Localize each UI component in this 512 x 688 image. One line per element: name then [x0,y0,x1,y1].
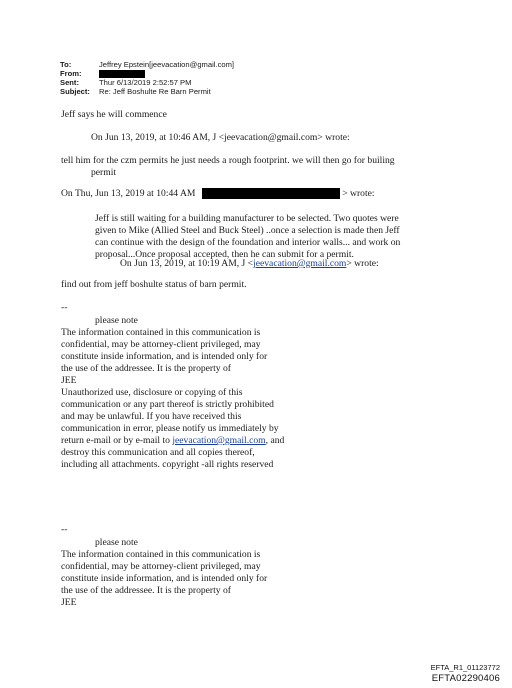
disclaimer-1-line-1: The information contained in this communication is [61,327,261,338]
quote-header-1046: On Jun 13, 2019, at 10:46 AM, J <jeevacation@gmail.com> wrote: [91,132,350,143]
disclaimer-1-line-10 [61,435,284,447]
email-header [60,60,320,100]
subject-value: Re: Jeff Boshulte Re Barn Permit [99,87,211,96]
disclaimer-1-line-10-prefix: return e-mail or by e-mail to [61,435,173,446]
disclaimer-1-line-2: confidential, may be attorney-client privileged, may [61,339,261,350]
disclaimer-1-line-4: the use of the addressee. It is the property of [61,363,231,374]
disclaimer-1-line-10-suffix: , and [265,435,285,446]
footer-ref-2: EFTA02290406 [431,673,500,684]
disclaimer-1-line-9: communication in error, please notify us immediately by [61,423,279,434]
sent-value: Thur 6/13/2019 2:52:57 PM [99,78,192,87]
findout-line: find out from jeff boshulte status of barn permit. [61,279,247,290]
quote-header-1044-prefix: On Thu, Jun 13, 2019 at 10:44 AM [61,188,196,199]
disclaimer-1-dash: -- [61,302,68,313]
disclaimer-1-line-3: constitute inside information, and is intended only for [61,351,268,362]
sender-redaction [202,188,340,199]
footer-ref-1: EFTA_R1_01123772 [430,663,500,672]
paragraph-line-4: proposal...Once proposal accepted, then he can submit for a permit. [95,249,354,260]
from-label: From: [60,69,82,78]
czm-line-2: permit [91,167,117,178]
disclaimer-2-dash: -- [61,524,68,535]
disclaimer-2-line-2: confidential, may be attorney-client privileged, may [61,561,261,572]
paragraph-line-2: given to Mike (Allied Steel and Buck Steel) ..once a selection is made then Jeff [95,225,400,236]
quote-header-1044 [61,188,375,200]
disclaimer-2-line-5: JEE [61,597,77,608]
body-line-commence: Jeff says he will commence [61,109,167,120]
quote-header-1019-suffix: > wrote: [346,258,379,269]
subject-label: Subject: [60,87,90,96]
disclaimer-2-line-3: constitute inside information, and is intended only for [61,573,268,584]
disclaimer-1-line-12: including all attachments. copyright -all rights reserved [61,459,274,470]
quote-header-1019-prefix: On Jun 13, 2019, at 10:19 AM, J < [120,258,254,269]
quote-header-1044-suffix: > wrote: [342,188,375,199]
to-label: To: [60,60,72,69]
disclaimer-2-please-note: please note [95,537,138,548]
disclaimer-email-link[interactable]: jeevacation@gmail.com [172,435,266,446]
quote-header-1019-email-link[interactable]: jeevacation@gmail.com [253,258,347,269]
disclaimer-1-line-7: communication or any part thereof is strictly prohibited [61,399,274,410]
disclaimer-2-line-1: The information contained in this communication is [61,549,261,560]
disclaimer-2-line-4: the use of the addressee. It is the property of [61,585,231,596]
to-value: Jeffrey Epstein[jeevacation@gmail.com] [99,60,235,69]
paragraph-line-3: can continue with the design of the foundation and interior walls... and work on [95,237,401,248]
paragraph-line-1: Jeff is still waiting for a building manufacturer to be selected. Two quotes were [95,213,399,224]
sent-label: Sent: [60,78,79,87]
disclaimer-1-line-11: destroy this communication and all copies thereof, [61,447,255,458]
disclaimer-1-line-5: JEE [61,375,77,386]
quote-header-1019-visible-text [120,258,379,270]
disclaimer-1-line-8: and may be unlawful. If you have received this [61,411,242,422]
disclaimer-1-please-note: please note [95,315,138,326]
from-redaction [99,69,145,78]
czm-line-1: tell him for the czm permits he just needs a rough footprint. we will then go for builing [61,155,395,166]
disclaimer-1-line-6: Unauthorized use, disclosure or copying of this [61,387,243,398]
